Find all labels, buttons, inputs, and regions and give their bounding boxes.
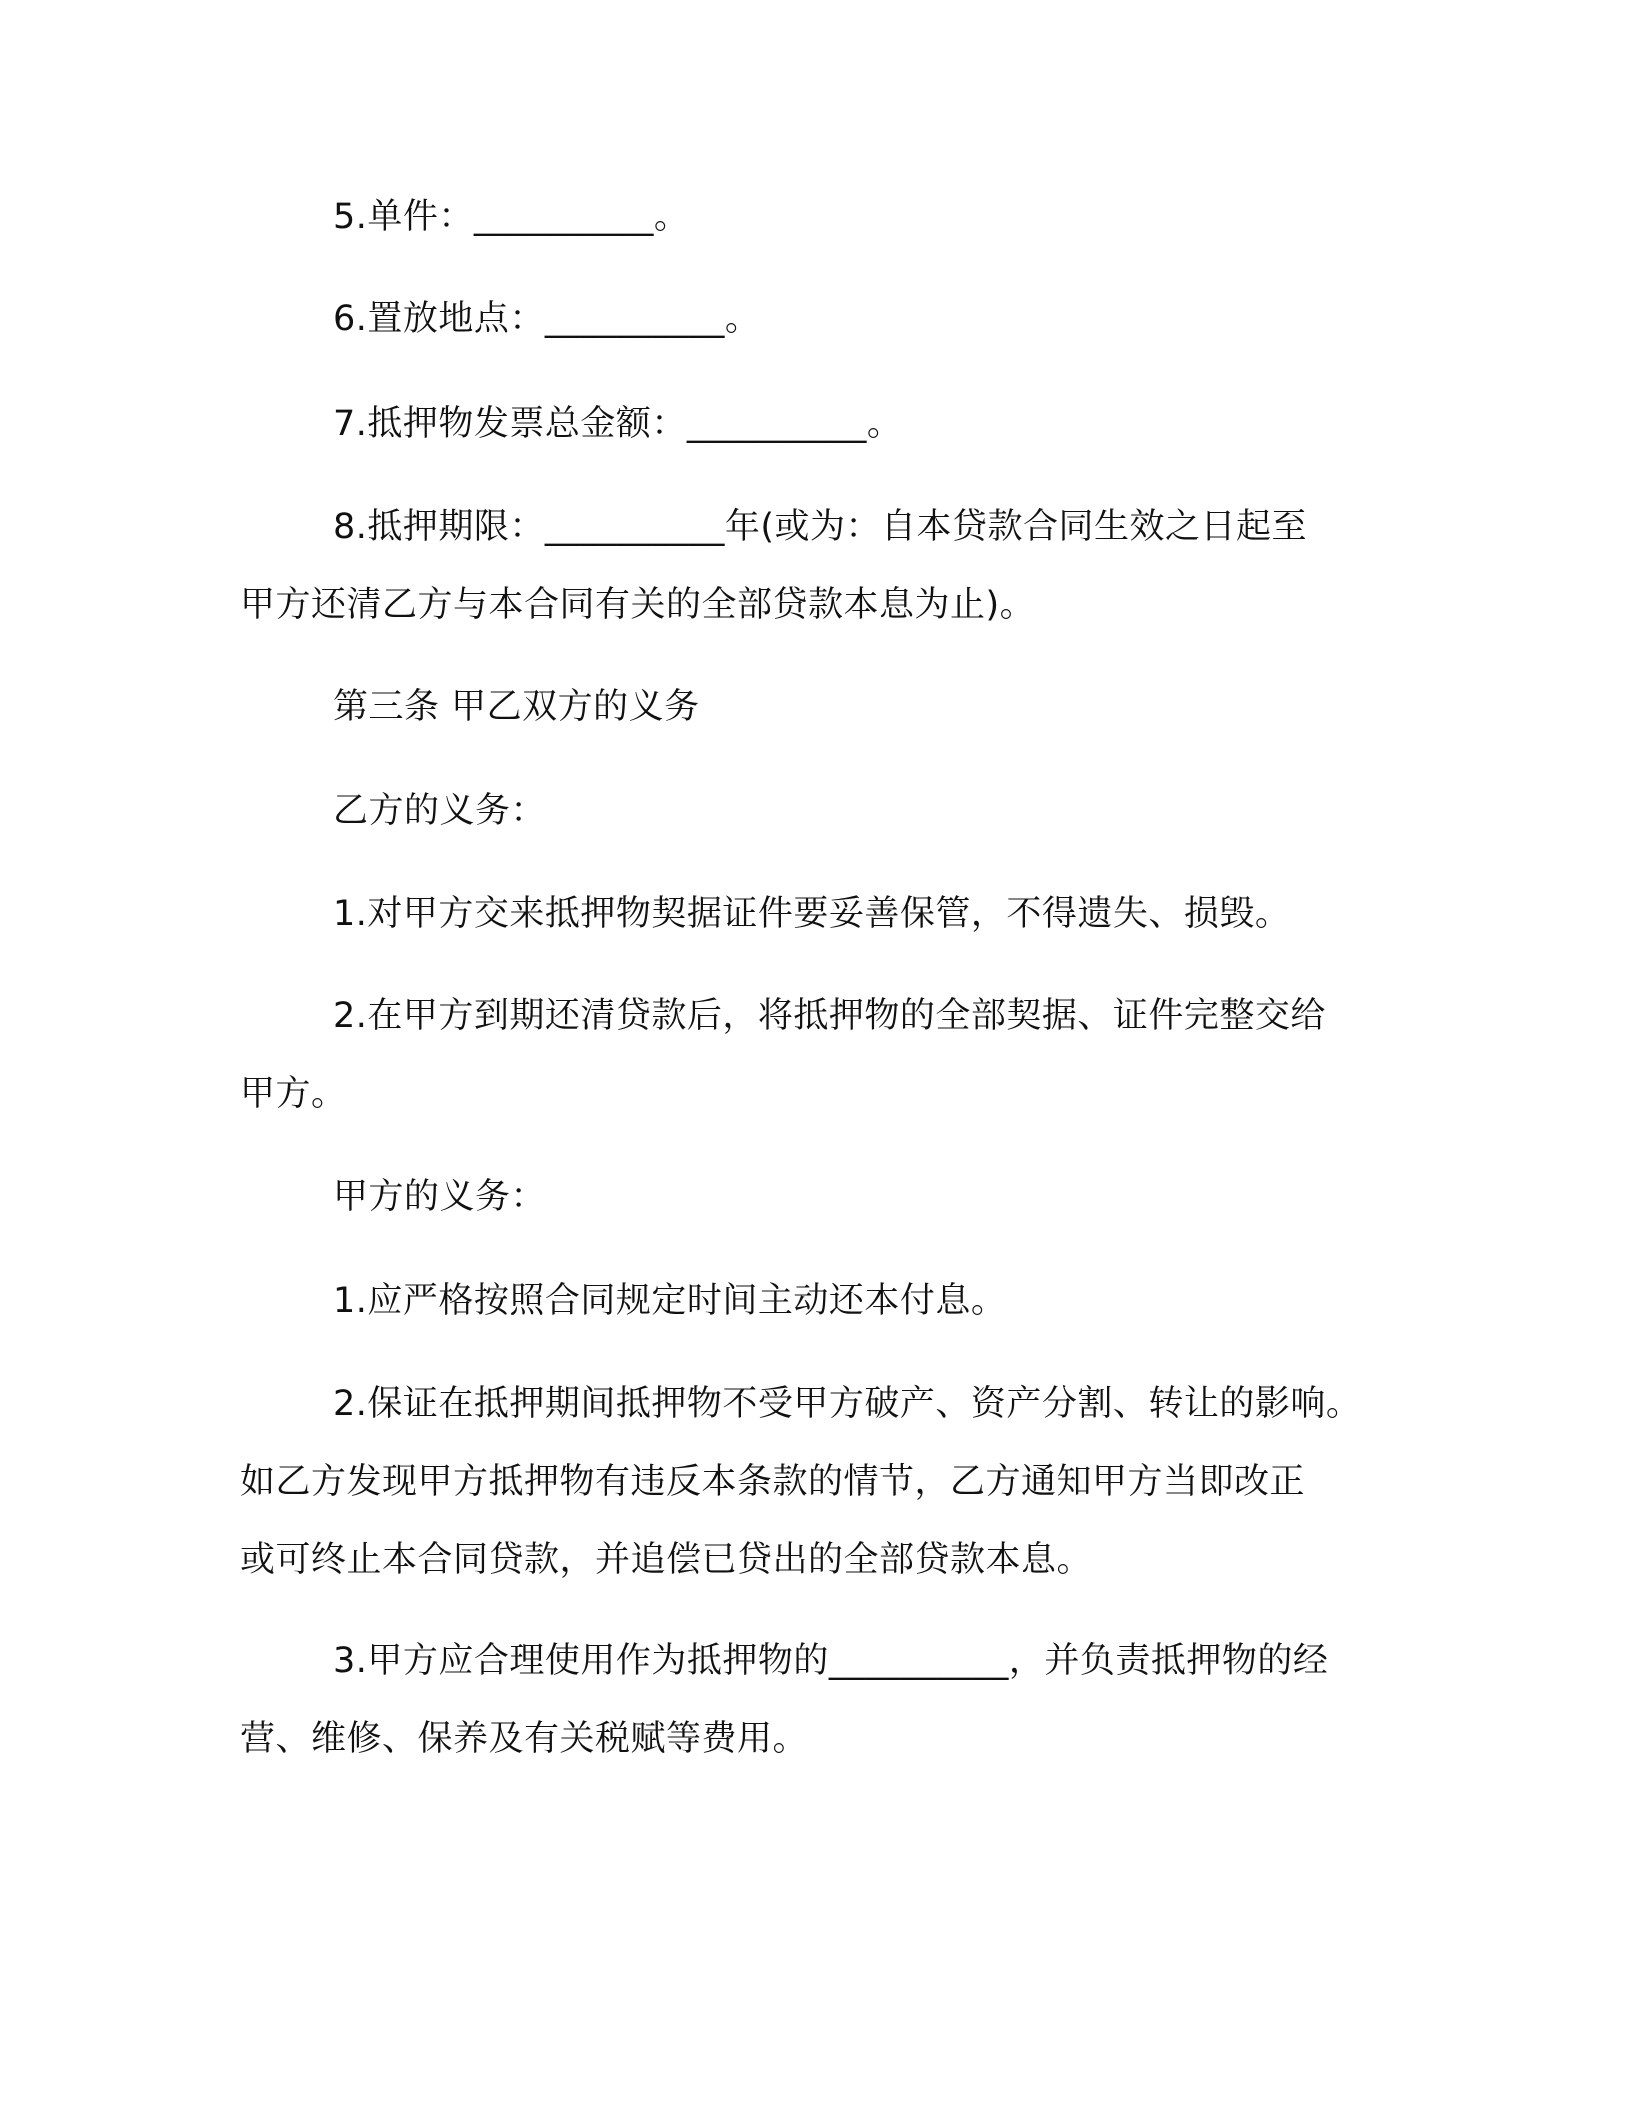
party-a-obligation-2 — [240, 1365, 1410, 1599]
item-6-location — [240, 280, 1410, 358]
text-line: 1.应严格按照合同规定时间主动还本付息。 — [333, 1281, 1007, 1321]
party-a-obligations-heading — [240, 1158, 1410, 1236]
article-3-heading — [240, 668, 1410, 746]
text-line: 甲方还清乙方与本合同有关的全部贷款本息为止)。 — [240, 585, 1036, 625]
text-line: 6.置放地点：__________。 — [333, 299, 761, 339]
text-line: 5.单件：__________。 — [333, 197, 690, 237]
text-line: 3.甲方应合理使用作为抵押物的__________，并负责抵押物的经 — [333, 1641, 1329, 1681]
text-line: 8.抵押期限：__________年(或为：自本贷款合同生效之日起至 — [333, 507, 1308, 547]
text-line: 第三条 甲乙双方的义务 — [333, 687, 700, 727]
text-line: 2.保证在抵押期间抵押物不受甲方破产、资产分割、转让的影响。 — [333, 1384, 1362, 1424]
text-line: 1.对甲方交来抵押物契据证件要妥善保管，不得遗失、损毁。 — [333, 894, 1291, 934]
text-line: 7.抵押物发票总金额：__________。 — [333, 404, 903, 444]
party-b-obligation-2 — [240, 977, 1410, 1133]
party-b-obligation-1 — [240, 875, 1410, 953]
text-line: 甲方。 — [240, 1074, 347, 1114]
text-line: 营、维修、保养及有关税赋等费用。 — [240, 1719, 809, 1759]
text-line: 乙方的义务： — [333, 791, 547, 831]
text-line: 2.在甲方到期还清贷款后，将抵押物的全部契据、证件完整交给 — [333, 996, 1326, 1036]
party-a-obligation-3 — [240, 1622, 1410, 1778]
party-b-obligations-heading — [240, 772, 1410, 850]
item-8-mortgage-term — [240, 488, 1410, 644]
item-7-invoice-amount — [240, 385, 1410, 463]
text-line: 或可终止本合同贷款，并追偿已贷出的全部贷款本息。 — [240, 1540, 1093, 1580]
text-line: 如乙方发现甲方抵押物有违反本条款的情节，乙方通知甲方当即改正 — [240, 1462, 1306, 1502]
item-5-unit — [240, 178, 1410, 256]
text-line: 甲方的义务： — [333, 1177, 547, 1217]
party-a-obligation-1 — [240, 1262, 1410, 1340]
